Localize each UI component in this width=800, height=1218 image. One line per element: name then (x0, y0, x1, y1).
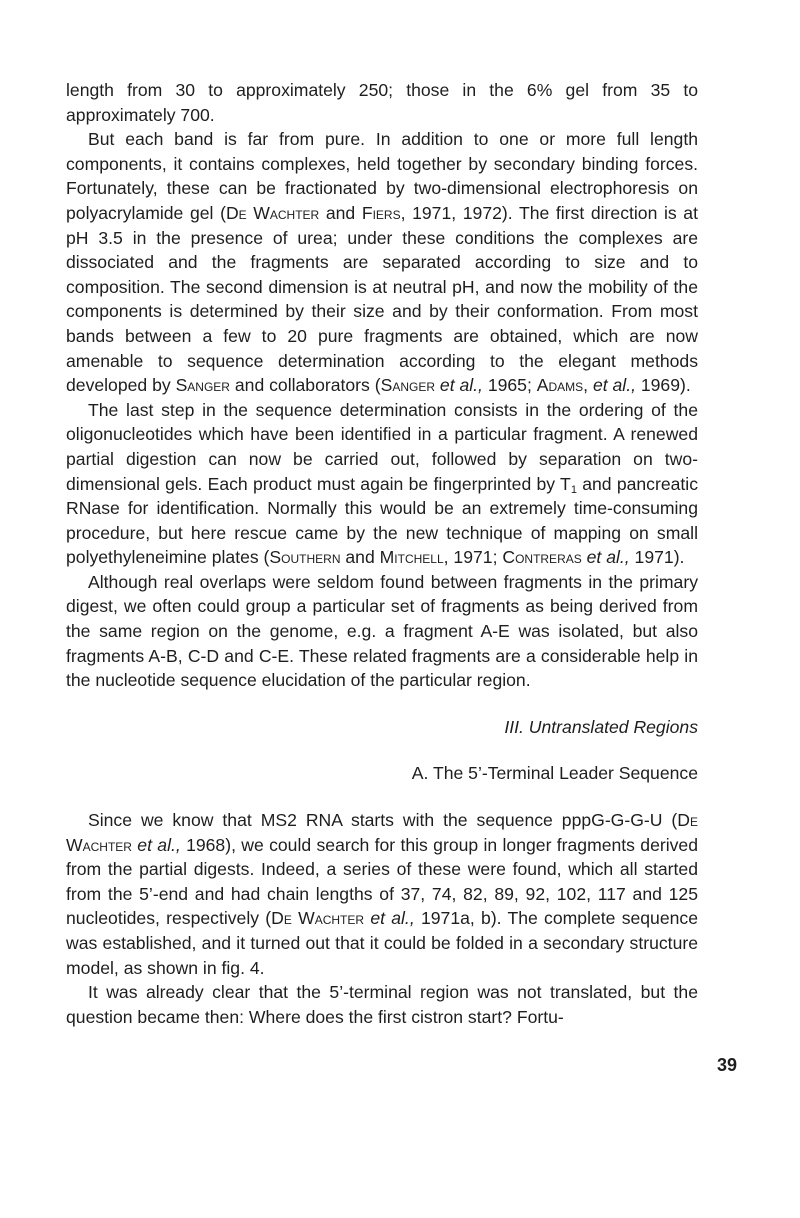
paragraph-2: But each band is far from pure. In addition to one or more full length components, it contains complexes, held together by secondary binding forces. Fortunately, these can be fractionated by two-dimensional electrophoresis on polyacrylamide gel (De Wachter and Fiers, 1971, 1972). The first direction is at pH 3.5 in the presence of urea; under these conditions the complexes are dissociated and the fragments are separated according to size and to composition. The second dimension is at neutral pH, and now the mobility of the components is determined by their size and by their conformation. From most bands between a few to 20 pure fragments are obtained, which are now amenable to sequence determination according to the elegant methods developed by Sanger and collaborators (Sanger et al., 1965; Adams, et al., 1969). (66, 129, 698, 396)
page-number: 39 (717, 1055, 738, 1075)
paragraph-4: Although real overlaps were seldom found between fragments in the primary digest, we often could group a particular set of fragments as being derived from the same region on the genome, e.g. a fragment A-E was isolated, but also fragments A-B, C-D and C-E. These related fragments are a considerable help in the nucleotide sequence elucidation of the particular region. (66, 571, 698, 691)
paragraph-1: length from 30 to approximately 250; those in the 6% gel from 35 to approximately 700. (66, 80, 698, 125)
section-heading: III. Untranslated Regions (504, 716, 698, 737)
paragraph-6: It was already clear that the 5’-terminal region was not translated, but the question became then: Where does the first cistron start? Fortu- (66, 982, 698, 1027)
paragraph-5: Since we know that MS2 RNA starts with the sequence pppG-G-G-U (De Wachter et al., 1968), we could search for this group in longer fragments derived from the partial digests. Indeed, a series of these were found, which all started from the 5’-end and had chain lengths of 37, 74, 82, 89, 92, 102, 117 and 125 nucleotides, respectively (De Wachter et al., 1971a, b). The complete sequence was established, and it turned out that it could be folded in a secondary structure model, as shown in fig. 4. (66, 810, 699, 978)
page-body (66, 78, 698, 1029)
sub-heading: A. The 5’-Terminal Leader Sequence (411, 763, 698, 784)
paragraph-3: The last step in the sequence determination consists in the ordering of the oligonucleotides which have been identified in a particular fragment. A renewed partial digestion can now be carried out, followed by separation on two-dimensional gels. Each product must again be fingerprinted by $T_1$ and pancreatic RNase for identification. Normally this would be an extremely time-consuming procedure, but here rescue came by the new technique of mapping on small polyethyleneimine plates (Southern and Mitchell, 1971; Contreras et al., 1971). (66, 399, 699, 568)
